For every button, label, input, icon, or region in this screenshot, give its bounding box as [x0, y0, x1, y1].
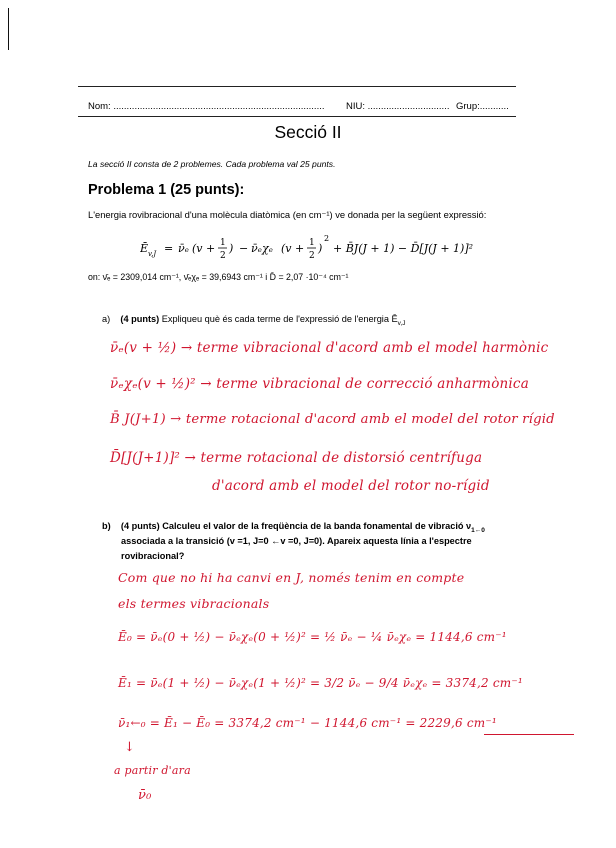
result-underline	[484, 734, 574, 735]
question-a-points: (4 punts)	[120, 314, 160, 324]
formula-rotational-terms: + B̄J(J + 1) − D̄[J(J + 1)]²	[333, 242, 474, 255]
formula-half-num-1: 1	[220, 238, 226, 248]
question-b-line-1: Calculeu el valor de la freqüència de la banda fonamental de vibració ν	[162, 521, 472, 531]
answer-a-line-5: d'acord amb el model del rotor no-rígid	[212, 478, 490, 494]
header-rule-top	[78, 86, 516, 87]
constants-line: on: ν̄ₑ = 2309,014 cm⁻¹, ν̄ₑχₑ = 39,6943 cm⁻¹ i D̄ = 2,07 ·10⁻⁴ cm⁻¹	[88, 272, 349, 282]
margin-mark	[8, 8, 9, 50]
question-a-text: Expliqueu què és cada terme de l'expressió de l'energia Ē	[161, 314, 398, 324]
niu-field: NIU: ...............................	[346, 101, 450, 112]
answer-b-arrow: ↓	[124, 740, 136, 755]
formula-lhs-sub: v,J	[148, 250, 157, 258]
question-a-label: a)	[102, 314, 111, 324]
problem-statement: L'energia rovibracional d'una molècula diatòmica (en cm⁻¹) ve donada per la següent expressió:	[88, 209, 487, 220]
answer-b-line-3: Ē₀ = ν̄ₑ(0 + ½) − ν̄ₑχₑ(0 + ½)² = ½ ν̄ₑ − ¼ ν̄ₑχₑ = 1144,6 cm⁻¹	[118, 630, 507, 644]
problem-title: Problema 1 (25 punts):	[88, 182, 245, 198]
answer-b-line-6: a partir d'ara	[114, 764, 191, 777]
name-field: Nom: ................................................................................	[88, 101, 325, 112]
formula-square: 2	[324, 234, 330, 243]
section-title: Secció II	[274, 122, 342, 142]
question-b-points: (4 punts)	[120, 521, 160, 531]
formula-paren-close-2: )	[318, 242, 323, 255]
energy-formula	[140, 230, 500, 264]
formula-minus: −	[239, 242, 249, 255]
answer-a-line-3: B̄ J(J+1) → terme rotacional d'acord amb el model del rotor rígid	[110, 412, 555, 427]
question-a	[102, 314, 405, 327]
group-field: Grup:...........	[456, 101, 509, 112]
question-b	[102, 521, 485, 534]
answer-b-line-2: els termes vibracionals	[118, 596, 270, 611]
answer-b-line-5: ν̄₁←₀ = Ē₁ − Ē₀ = 3374,2 cm⁻¹ − 1144,6 cm⁻¹ = 2229,6 cm⁻¹	[118, 716, 497, 730]
answer-a-line-1: ν̄ₑ(v + ½) → terme vibracional d'acord amb el model harmònic	[110, 340, 549, 356]
question-b-line-2: associada a la transició (v =1, J=0 ←v =0, J=0). Apareix aquesta línia a l'espectre	[121, 536, 472, 546]
section-intro: La secció II consta de 2 problemes. Cada problema val 25 punts.	[88, 159, 336, 169]
formula-term-ve: ν̄ₑ	[178, 242, 189, 255]
formula-paren-close-1: )	[229, 242, 234, 255]
question-b-label: b)	[102, 521, 111, 531]
formula-half-den-1: 2	[220, 251, 226, 261]
formula-paren-open-2: (v +	[281, 242, 305, 255]
question-b-sub: 1←0	[471, 526, 485, 534]
formula-lhs: Ē	[140, 242, 149, 255]
answer-b-line-4: Ē₁ = ν̄ₑ(1 + ½) − ν̄ₑχₑ(1 + ½)² = 3/2 ν̄ₑ − 9/4 ν̄ₑχₑ = 3374,2 cm⁻¹	[118, 676, 523, 690]
answer-a-line-4: D̄[J(J+1)]² → terme rotacional de distorsió centrífuga	[110, 450, 483, 466]
formula-equals: =	[164, 242, 174, 255]
formula-term-vexe: ν̄ₑχₑ	[251, 242, 273, 255]
answer-b-line-1: Com que no hi ha canvi en J, només tenim en compte	[118, 570, 465, 585]
formula-half-num-2: 1	[309, 238, 315, 248]
answer-a-line-2: ν̄ₑχₑ(v + ½)² → terme vibracional de correcció anharmònica	[110, 376, 529, 392]
header-rule-bottom	[78, 116, 516, 117]
formula-half-den-2: 2	[309, 251, 315, 261]
answer-b-line-7: ν̄₀	[138, 788, 152, 803]
formula-paren-open-1: (v +	[192, 242, 216, 255]
question-a-sub: v,J	[397, 319, 406, 327]
question-b-line-3: rovibracional?	[121, 551, 185, 561]
